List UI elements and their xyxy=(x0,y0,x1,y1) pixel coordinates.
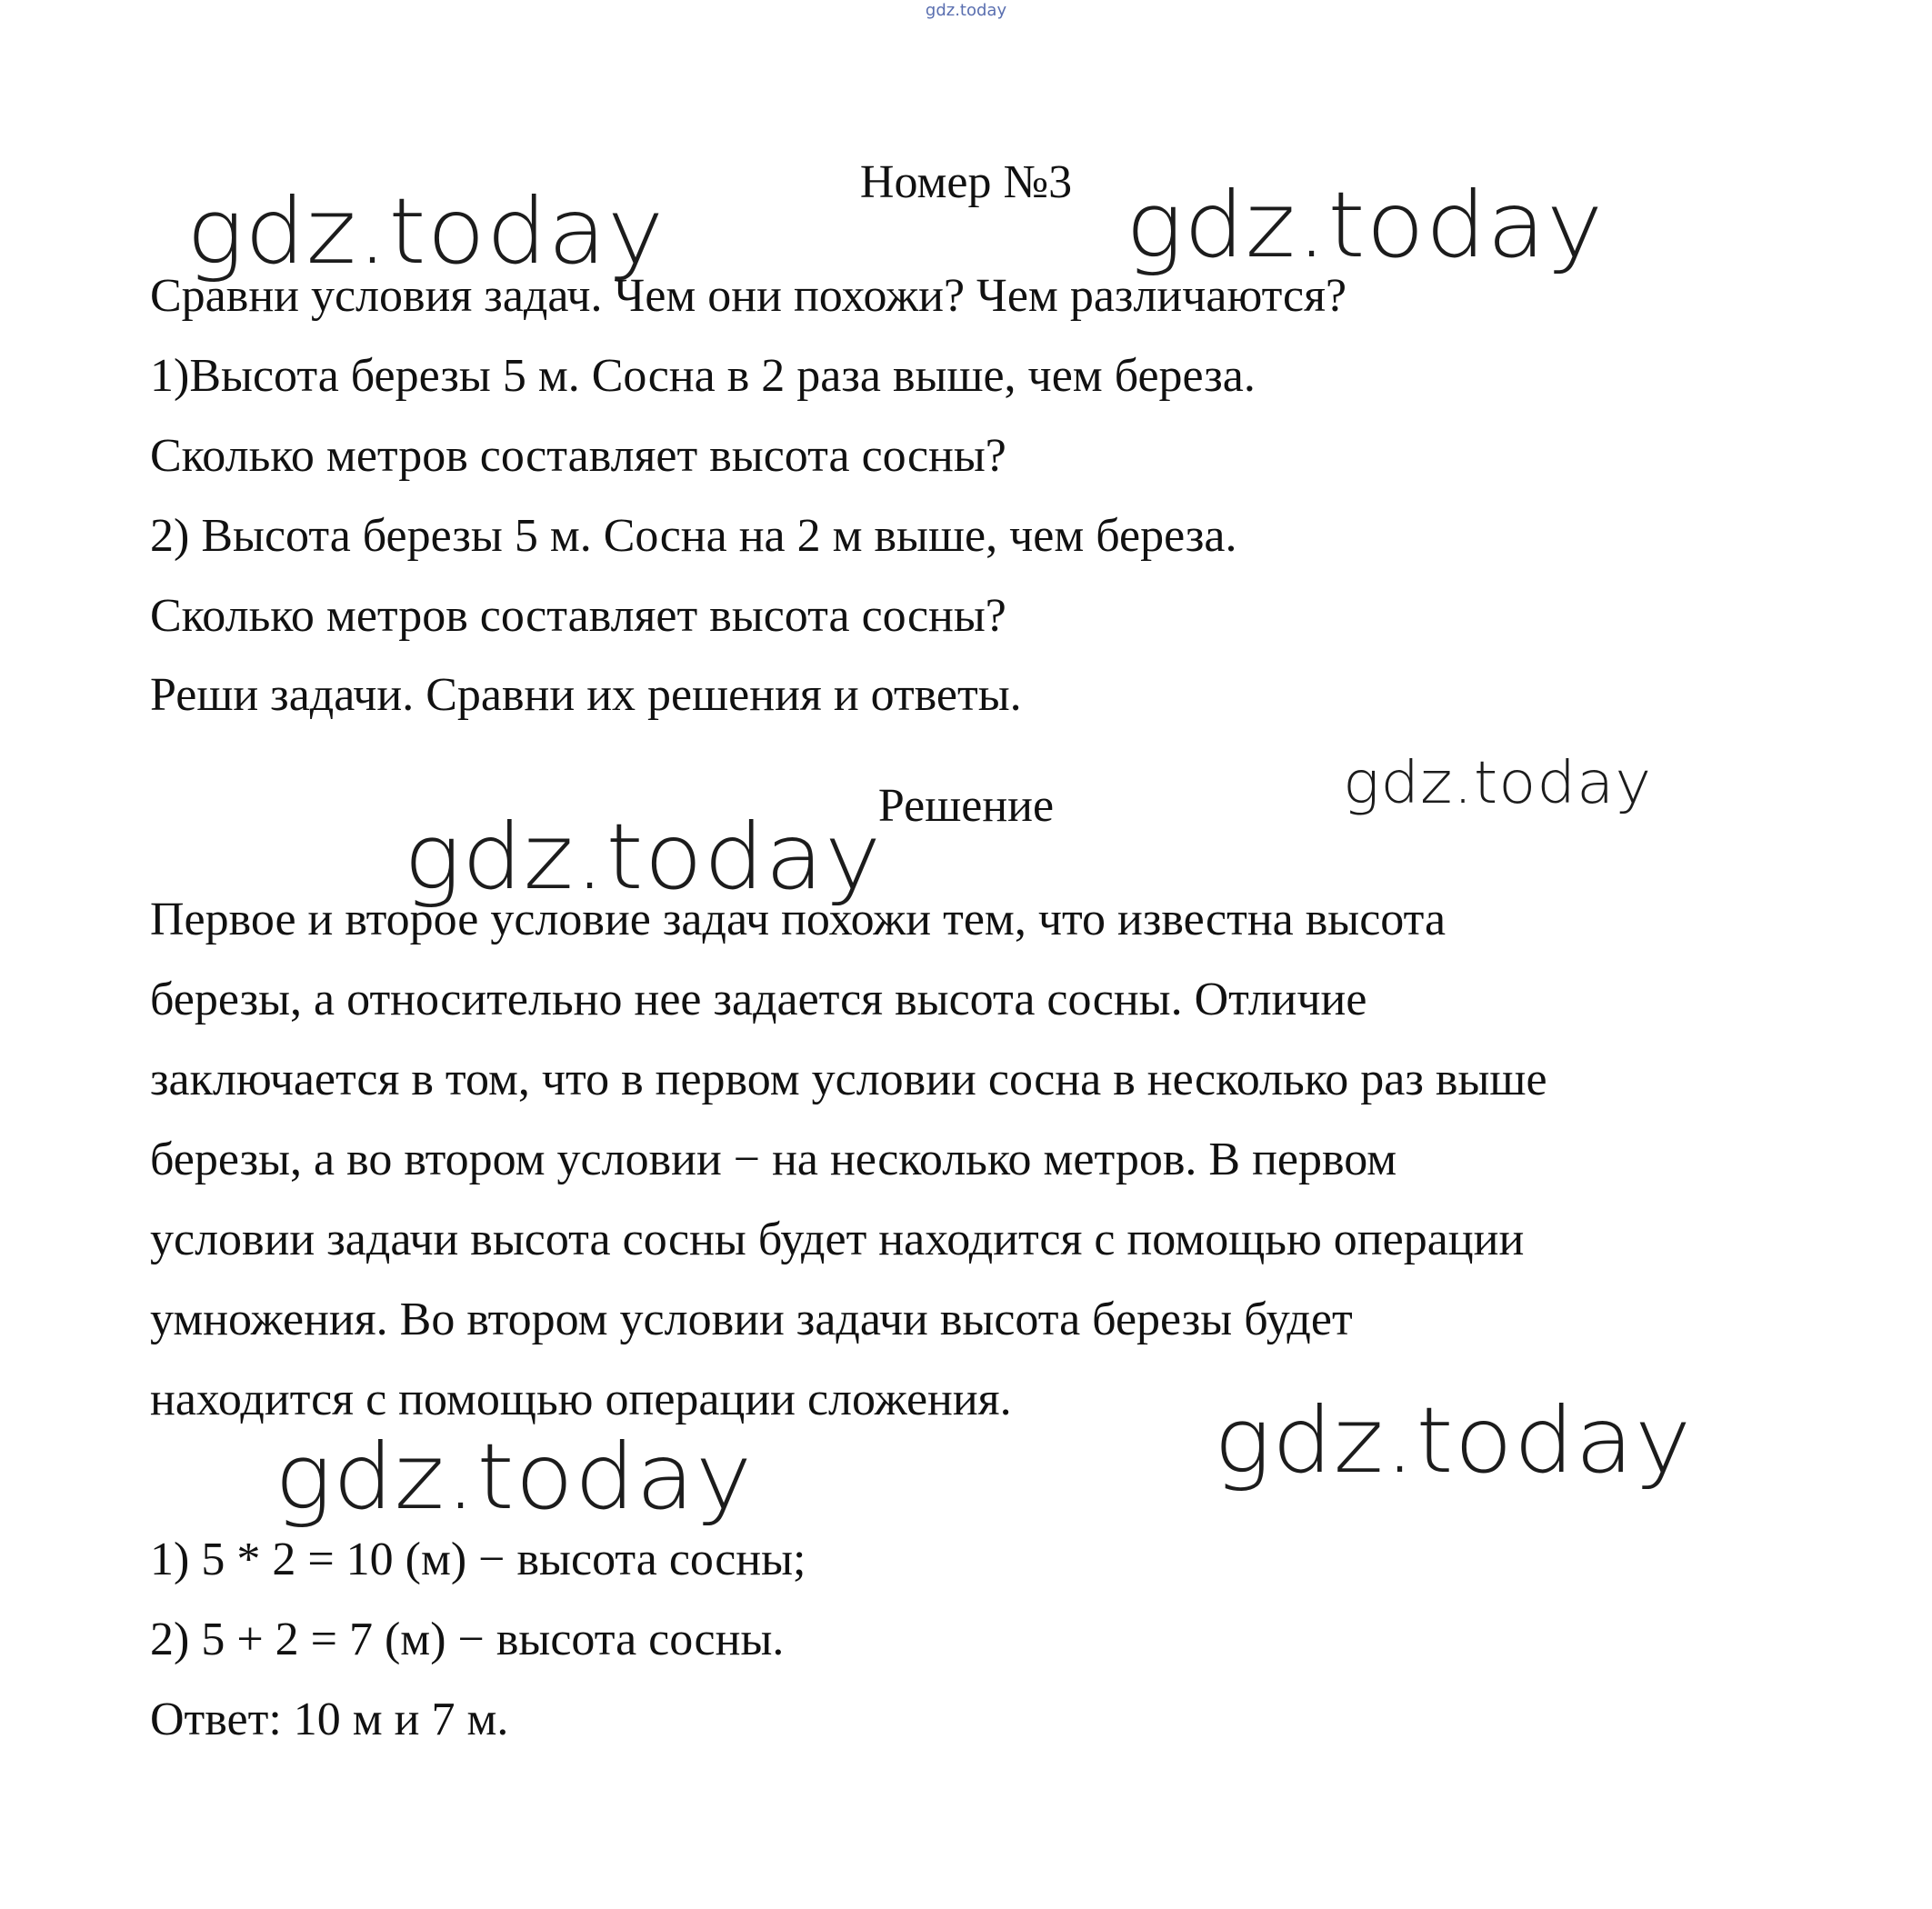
watermark: gdz.today xyxy=(1214,1387,1693,1494)
calc-line: 1) 5 * 2 = 10 (м) − высота сосны; xyxy=(150,1534,806,1585)
header-watermark: gdz.today xyxy=(925,1,1007,20)
solution-line: Первое и второе условие задач похожи тем, что известна высота xyxy=(150,894,1446,945)
task-line: Сколько метров составляет высота сосны? xyxy=(150,430,1006,482)
solution-line: заключается в том, что в первом условии сосна в несколько раз выше xyxy=(150,1054,1547,1105)
solution-line: условии задачи высота сосны будет находится с помощью операции xyxy=(150,1214,1525,1265)
watermark: gdz.today xyxy=(1343,750,1653,817)
solution-line: умножения. Во втором условии задачи высота березы будет xyxy=(150,1294,1353,1345)
calc-line: 2) 5 + 2 = 7 (м) − высота сосны. xyxy=(150,1614,785,1665)
solution-line: березы, а относительно нее задается высота сосны. Отличие xyxy=(150,974,1367,1025)
task-line: Сравни условия задач. Чем они похожи? Чем различаются? xyxy=(150,270,1347,322)
task-line: Сколько метров составляет высота сосны? xyxy=(150,590,1006,642)
watermark: gdz.today xyxy=(186,178,666,285)
task-line: Реши задачи. Сравни их решения и ответы. xyxy=(150,669,1022,721)
answer-line: Ответ: 10 м и 7 м. xyxy=(150,1694,509,1745)
solution-line: березы, а во втором условии − на несколько метров. В первом xyxy=(150,1134,1397,1185)
watermark: gdz.today xyxy=(404,804,883,910)
solution-title: Решение xyxy=(877,780,1055,832)
solution-line: находится с помощью операции сложения. xyxy=(150,1374,1012,1425)
task-line: 2) Высота березы 5 м. Сосна на 2 м выше, чем береза. xyxy=(150,510,1237,562)
watermark: gdz.today xyxy=(1126,172,1605,278)
watermark: gdz.today xyxy=(275,1424,754,1530)
task-line: 1)Высота березы 5 м. Сосна в 2 раза выше, чем береза. xyxy=(150,350,1256,402)
task-title: Номер №3 xyxy=(859,156,1073,208)
